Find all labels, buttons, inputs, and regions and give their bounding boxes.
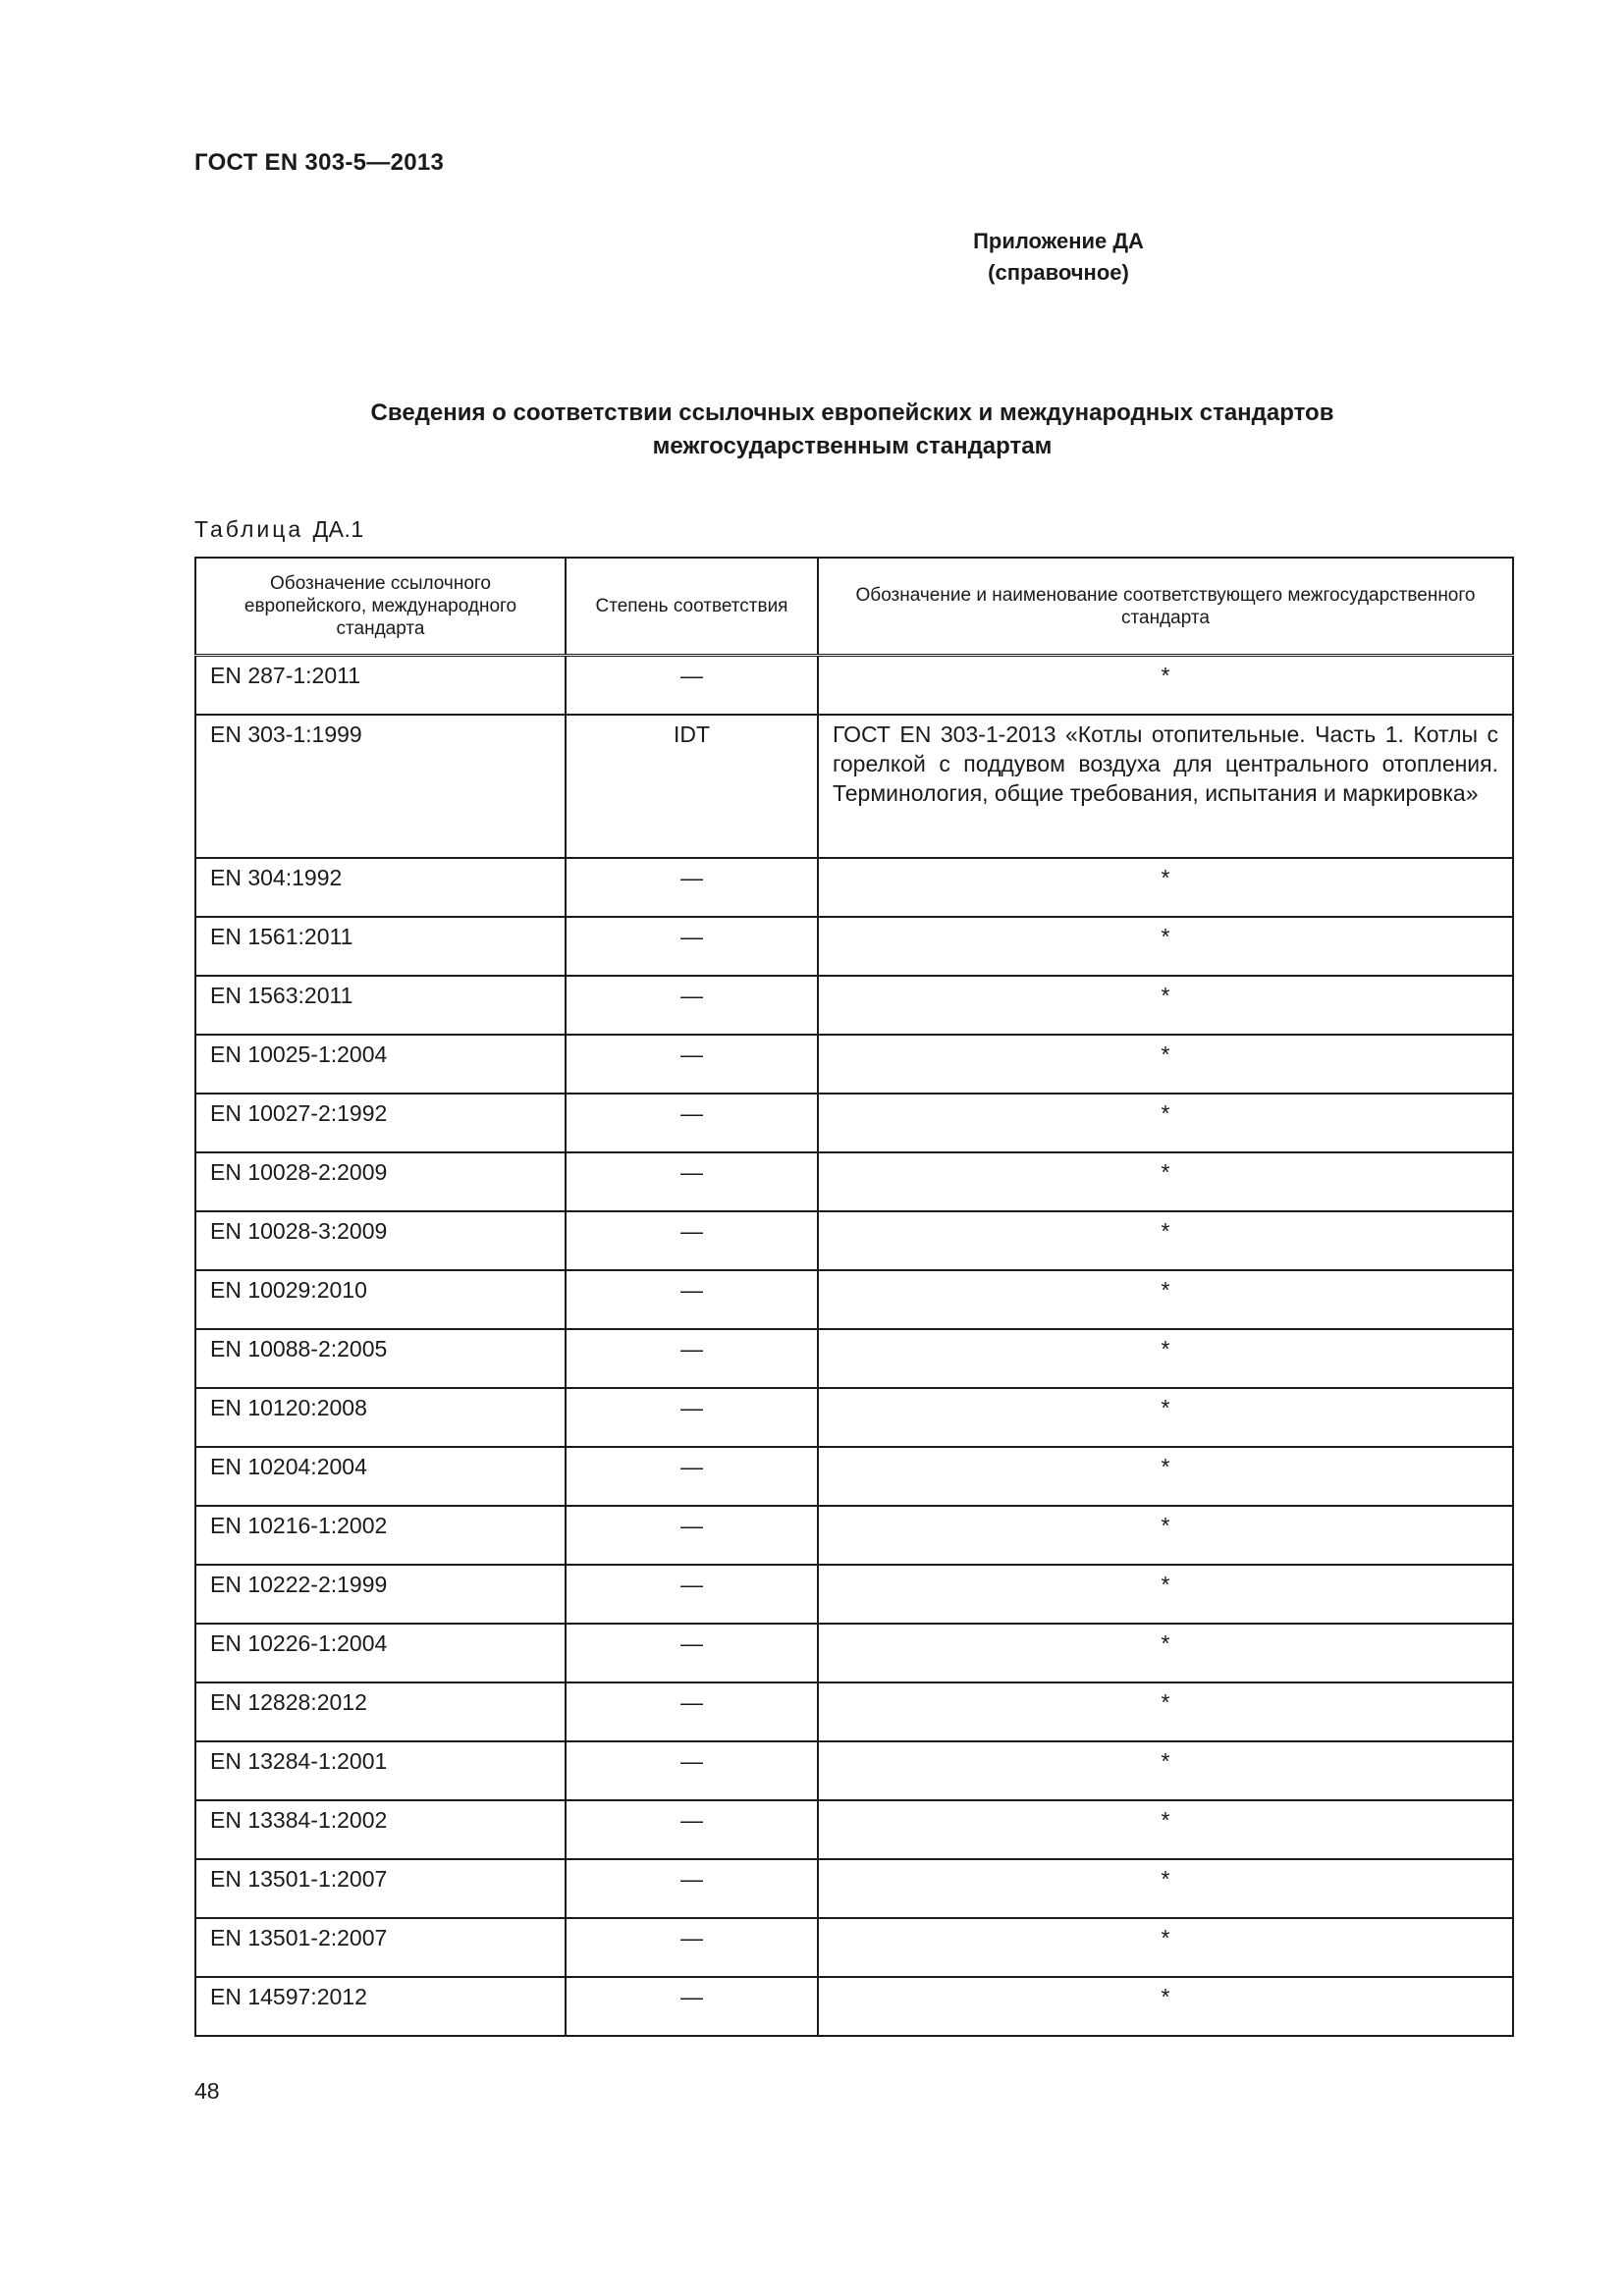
header-reference-standard: Обозначение ссылочного европейского, международного стандарта — [195, 558, 566, 656]
header-interstate-standard: Обозначение и наименование соответствующего межгосударственного стандарта — [818, 558, 1513, 656]
appendix-title: Приложение ДА — [973, 229, 1144, 253]
cell-degree: — — [566, 656, 818, 716]
cell-degree: — — [566, 1800, 818, 1859]
cell-degree: — — [566, 858, 818, 917]
cell-reference-standard: EN 13284-1:2001 — [195, 1741, 566, 1800]
table-row — [195, 1447, 1513, 1506]
cell-degree: — — [566, 1859, 818, 1918]
cell-interstate-standard: * — [818, 1977, 1513, 2036]
table-row — [195, 1741, 1513, 1800]
cell-interstate-standard: * — [818, 1859, 1513, 1918]
cell-interstate-standard: * — [818, 656, 1513, 716]
cell-reference-standard: EN 13501-2:2007 — [195, 1918, 566, 1977]
table-body — [195, 656, 1513, 2037]
table-row — [195, 1859, 1513, 1918]
table-row — [195, 1682, 1513, 1741]
cell-reference-standard: EN 10028-3:2009 — [195, 1211, 566, 1270]
table-row — [195, 1624, 1513, 1682]
table-row — [195, 1035, 1513, 1094]
cell-interstate-standard: * — [818, 1211, 1513, 1270]
cell-reference-standard: EN 10088-2:2005 — [195, 1329, 566, 1388]
cell-reference-standard: EN 13501-1:2007 — [195, 1859, 566, 1918]
cell-degree: IDT — [566, 715, 818, 858]
cell-reference-standard: EN 14597:2012 — [195, 1977, 566, 2036]
cell-interstate-standard: * — [818, 1270, 1513, 1329]
cell-degree: — — [566, 1035, 818, 1094]
table-row — [195, 656, 1513, 716]
document-code: ГОСТ EN 303-5—2013 — [194, 149, 445, 176]
cell-interstate-standard: * — [818, 1682, 1513, 1741]
table-row — [195, 1800, 1513, 1859]
appendix-heading — [194, 226, 1510, 289]
section-title-line-1: Сведения о соответствии ссылочных европейских и международных стандартов — [370, 400, 1334, 426]
table-row — [195, 1388, 1513, 1447]
cell-reference-standard: EN 10204:2004 — [195, 1447, 566, 1506]
cell-reference-standard: EN 10216-1:2002 — [195, 1506, 566, 1565]
cell-reference-standard: EN 10028-2:2009 — [195, 1152, 566, 1211]
cell-reference-standard: EN 10029:2010 — [195, 1270, 566, 1329]
cell-degree: — — [566, 1565, 818, 1624]
cell-interstate-standard: * — [818, 1094, 1513, 1152]
table-label-number: ДА.1 — [312, 516, 364, 542]
table-row — [195, 1211, 1513, 1270]
cell-interstate-standard: * — [818, 1035, 1513, 1094]
cell-degree: — — [566, 1741, 818, 1800]
appendix-type: (справочное) — [988, 260, 1129, 285]
header-degree-of-correspondence: Степень соответствия — [566, 558, 818, 656]
cell-reference-standard: EN 303-1:1999 — [195, 715, 566, 858]
cell-interstate-standard: * — [818, 976, 1513, 1035]
cell-interstate-standard: * — [818, 1800, 1513, 1859]
table-row — [195, 976, 1513, 1035]
table-row — [195, 1152, 1513, 1211]
table-row — [195, 917, 1513, 976]
cell-reference-standard: EN 12828:2012 — [195, 1682, 566, 1741]
cell-degree: — — [566, 1977, 818, 2036]
cell-degree: — — [566, 976, 818, 1035]
cell-reference-standard: EN 287-1:2011 — [195, 656, 566, 716]
cell-degree: — — [566, 1329, 818, 1388]
cell-interstate-standard: * — [818, 917, 1513, 976]
cell-degree: — — [566, 1152, 818, 1211]
cell-degree: — — [566, 1918, 818, 1977]
table-row — [195, 1918, 1513, 1977]
cell-interstate-standard: * — [818, 1624, 1513, 1682]
cell-reference-standard: EN 13384-1:2002 — [195, 1800, 566, 1859]
cell-interstate-standard: * — [818, 1152, 1513, 1211]
cell-reference-standard: EN 10027-2:1992 — [195, 1094, 566, 1152]
cell-reference-standard: EN 10222-2:1999 — [195, 1565, 566, 1624]
cell-degree: — — [566, 1682, 818, 1741]
cell-interstate-standard: * — [818, 858, 1513, 917]
cell-reference-standard: EN 10120:2008 — [195, 1388, 566, 1447]
table-label-word: Таблица — [194, 516, 304, 542]
cell-reference-standard: EN 1561:2011 — [195, 917, 566, 976]
table-label — [194, 516, 364, 543]
cell-reference-standard: EN 10025-1:2004 — [195, 1035, 566, 1094]
table-row — [195, 1329, 1513, 1388]
table-row — [195, 858, 1513, 917]
cell-interstate-standard: ГОСТ EN 303-1-2013 «Котлы отопительные. Часть 1. Котлы с горелкой с поддувом воздуха для центрального отопления. Терминология, общие требования, испытания и маркировка» — [818, 715, 1513, 858]
cell-degree: — — [566, 1624, 818, 1682]
standards-correspondence-table — [194, 557, 1514, 2037]
cell-interstate-standard: * — [818, 1329, 1513, 1388]
cell-degree: — — [566, 1094, 818, 1152]
cell-interstate-standard: * — [818, 1918, 1513, 1977]
cell-degree: — — [566, 1388, 818, 1447]
section-title-line-2: межгосударственным стандартам — [652, 433, 1053, 459]
cell-degree: — — [566, 1447, 818, 1506]
cell-interstate-standard: * — [818, 1565, 1513, 1624]
cell-degree: — — [566, 1506, 818, 1565]
table-header-row — [195, 558, 1513, 656]
table-row — [195, 1506, 1513, 1565]
table-row — [195, 1977, 1513, 2036]
page-number: 48 — [194, 2078, 220, 2104]
section-title — [194, 397, 1510, 463]
cell-interstate-standard: * — [818, 1506, 1513, 1565]
table-row — [195, 1094, 1513, 1152]
table-row — [195, 715, 1513, 858]
cell-interstate-standard: * — [818, 1388, 1513, 1447]
cell-reference-standard: EN 304:1992 — [195, 858, 566, 917]
table-row — [195, 1270, 1513, 1329]
table-row — [195, 1565, 1513, 1624]
cell-interstate-standard: * — [818, 1447, 1513, 1506]
cell-degree: — — [566, 917, 818, 976]
cell-degree: — — [566, 1270, 818, 1329]
cell-reference-standard: EN 1563:2011 — [195, 976, 566, 1035]
cell-interstate-standard: * — [818, 1741, 1513, 1800]
cell-reference-standard: EN 10226-1:2004 — [195, 1624, 566, 1682]
cell-degree: — — [566, 1211, 818, 1270]
